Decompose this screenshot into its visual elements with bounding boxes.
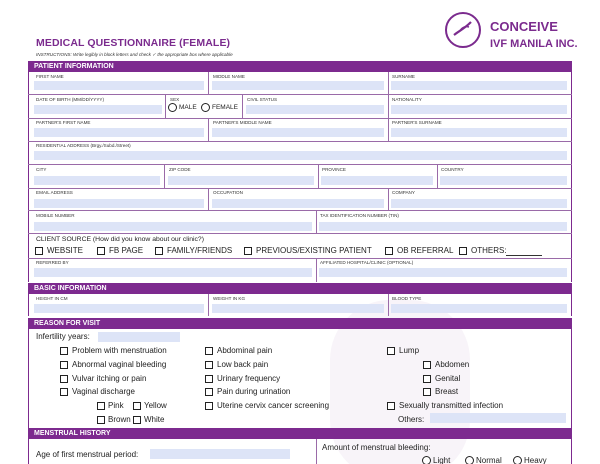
- section-reason-for-visit: REASON FOR VISIT: [28, 318, 572, 329]
- logo-name: CONCEIVE: [490, 19, 558, 34]
- divider: [388, 72, 389, 94]
- dob-label: DATE OF BIRTH (MM/DD/YYYY): [36, 97, 104, 102]
- reason-sti-label: Sexually transmitted infection: [399, 401, 504, 410]
- lump-breast-checkbox[interactable]: [423, 388, 431, 396]
- sex-female-radio[interactable]: [201, 103, 210, 112]
- middle-name-label: MIDDLE NAME: [213, 74, 245, 79]
- reason-discharge-label: Vaginal discharge: [72, 387, 136, 396]
- zip-field[interactable]: [168, 176, 314, 185]
- discharge-yellow-label: Yellow: [144, 401, 167, 410]
- reason-backpain-checkbox[interactable]: [205, 361, 213, 369]
- divider: [388, 188, 389, 210]
- dob-field[interactable]: [34, 105, 162, 114]
- divider: [318, 164, 319, 188]
- amount-heavy-label: Heavy: [524, 456, 547, 464]
- divider: [388, 294, 389, 316]
- referred-by-field[interactable]: [34, 268, 312, 277]
- sex-female-label: FEMALE: [212, 104, 239, 111]
- reason-frequency-checkbox[interactable]: [205, 375, 213, 383]
- reason-itching-label: Vulvar itching or pain: [72, 374, 147, 383]
- partner-middle-field[interactable]: [212, 128, 384, 137]
- reason-screening-checkbox[interactable]: [205, 402, 213, 410]
- logo-subname: IVF MANILA INC.: [490, 38, 578, 50]
- tin-field[interactable]: [319, 222, 567, 231]
- divider: [437, 164, 438, 188]
- source-family-checkbox[interactable]: [155, 247, 163, 255]
- province-field[interactable]: [321, 176, 433, 185]
- amount-normal-label: Normal: [476, 456, 502, 464]
- row-line: [28, 188, 572, 189]
- source-fb-label: FB PAGE: [109, 246, 144, 255]
- check-icon: ✓: [152, 52, 157, 57]
- partner-surname-label: PARTNER'S SURNAME: [392, 120, 442, 125]
- reason-urination-label: Pain during urination: [217, 387, 291, 396]
- source-website-checkbox[interactable]: [35, 247, 43, 255]
- discharge-pink-checkbox[interactable]: [97, 402, 105, 410]
- city-label: CITY: [36, 167, 47, 172]
- lump-genital-label: Genital: [435, 374, 461, 383]
- amount-bleeding-label: Amount of menstrual bleeding:: [322, 443, 431, 452]
- row-line: [28, 164, 572, 165]
- nationality-label: NATIONALITY: [392, 97, 422, 102]
- reason-discharge-checkbox[interactable]: [60, 388, 68, 396]
- row-line: [28, 210, 572, 211]
- others-line[interactable]: [506, 255, 542, 256]
- reason-bleeding-checkbox[interactable]: [60, 361, 68, 369]
- source-family-label: FAMILY/FRIENDS: [167, 246, 233, 255]
- row-line: [28, 94, 572, 95]
- client-source-label: CLIENT SOURCE (How did you know about our clinic?): [36, 236, 204, 243]
- lump-abdomen-label: Abdomen: [435, 360, 470, 369]
- discharge-brown-checkbox[interactable]: [97, 416, 105, 424]
- reason-others-label: Others:: [398, 415, 425, 424]
- reason-others-field[interactable]: [430, 413, 566, 423]
- blood-type-field[interactable]: [391, 304, 567, 313]
- affiliated-label: AFFILIATED HOSPITAL/CLINIC (OPTIONAL): [320, 260, 414, 265]
- reason-sti-checkbox[interactable]: [387, 402, 395, 410]
- divider: [316, 258, 317, 282]
- mobile-field[interactable]: [34, 222, 312, 231]
- first-name-field[interactable]: [34, 81, 204, 90]
- address-field[interactable]: [34, 151, 567, 160]
- sex-male-radio[interactable]: [168, 103, 177, 112]
- source-fb-checkbox[interactable]: [97, 247, 105, 255]
- occupation-label: OCCUPATION: [213, 190, 243, 195]
- source-website-label: WEBSITE: [47, 246, 84, 255]
- partner-first-label: PARTNER'S FIRST NAME: [36, 120, 91, 125]
- tin-label: TAX IDENTIFICATION NUMBER (TIN): [320, 213, 399, 218]
- email-label: EMAIL ADDRESS: [36, 190, 73, 195]
- sex-label: SEX: [170, 97, 180, 102]
- height-label: HEIGHT IN CM: [36, 296, 68, 301]
- amount-light-label: Light: [433, 456, 451, 464]
- section-basic-information: BASIC INFORMATION: [28, 283, 572, 294]
- mobile-label: MOBILE NUMBER: [36, 213, 75, 218]
- reason-menstruation-label: Problem with menstruation: [72, 346, 167, 355]
- address-label: RESIDENTIAL ADDRESS (Brgy./Subd./Street): [36, 143, 131, 148]
- surname-field[interactable]: [391, 81, 567, 90]
- divider: [316, 439, 317, 464]
- divider: [208, 188, 209, 210]
- age-first-period-label: Age of first menstrual period:: [36, 450, 139, 459]
- infertility-years-label: Infertility years:: [36, 332, 90, 341]
- source-previous-checkbox[interactable]: [244, 247, 252, 255]
- company-field[interactable]: [391, 199, 567, 208]
- weight-field[interactable]: [212, 304, 384, 313]
- discharge-white-label: White: [144, 415, 165, 424]
- middle-name-field[interactable]: [212, 81, 384, 90]
- infertility-years-field[interactable]: [98, 332, 180, 342]
- instructions: INSTRUCTIONS: Write legibly in block letters and check ✓ the appropriate box where applicable: [36, 52, 233, 57]
- page-title: MEDICAL QUESTIONNAIRE (FEMALE): [36, 37, 231, 49]
- sex-male-label: MALE: [179, 104, 197, 111]
- reason-abdominal-label: Abdominal pain: [217, 346, 273, 355]
- country-label: COUNTRY: [441, 167, 464, 172]
- reason-backpain-label: Low back pain: [217, 360, 269, 369]
- reason-abdominal-checkbox[interactable]: [205, 347, 213, 355]
- divider: [208, 72, 209, 94]
- affiliated-field[interactable]: [319, 268, 567, 277]
- divider: [208, 294, 209, 316]
- row-line: [28, 118, 572, 119]
- partner-first-field[interactable]: [34, 128, 204, 137]
- age-first-period-field[interactable]: [150, 449, 290, 459]
- referred-by-label: REFERRED BY: [36, 260, 69, 265]
- lump-genital-checkbox[interactable]: [423, 375, 431, 383]
- divider: [388, 118, 389, 141]
- civil-status-label: CIVIL STATUS: [247, 97, 278, 102]
- civil-status-field[interactable]: [246, 105, 384, 114]
- source-others-label: OTHERS:: [471, 246, 507, 255]
- divider: [388, 94, 389, 118]
- zip-label: ZIP CODE: [169, 167, 191, 172]
- surname-label: SURNAME: [392, 74, 415, 79]
- reason-screening-label: Uterine cervix cancer screening: [217, 401, 330, 410]
- divider: [165, 94, 166, 118]
- divider: [242, 94, 243, 118]
- province-label: PROVINCE: [322, 167, 346, 172]
- source-ob-label: OB REFERRAL: [397, 246, 454, 255]
- section-patient-information: PATIENT INFORMATION: [28, 61, 572, 72]
- reason-urination-checkbox[interactable]: [205, 388, 213, 396]
- amount-normal-radio[interactable]: [465, 456, 474, 464]
- partner-surname-field[interactable]: [391, 128, 567, 137]
- city-field[interactable]: [34, 176, 160, 185]
- reason-lump-label: Lump: [399, 346, 420, 355]
- reason-lump-checkbox[interactable]: [387, 347, 395, 355]
- country-field[interactable]: [440, 176, 567, 185]
- discharge-yellow-checkbox[interactable]: [133, 402, 141, 410]
- partner-middle-label: PARTNER'S MIDDLE NAME: [213, 120, 272, 125]
- lump-breast-label: Breast: [435, 387, 459, 396]
- discharge-brown-label: Brown: [108, 415, 131, 424]
- weight-label: WEIGHT IN KG: [213, 296, 246, 301]
- amount-heavy-radio[interactable]: [513, 456, 522, 464]
- row-line: [28, 141, 572, 142]
- reason-menstruation-checkbox[interactable]: [60, 347, 68, 355]
- occupation-field[interactable]: [212, 199, 384, 208]
- logo-icon: [445, 12, 481, 48]
- lump-abdomen-checkbox[interactable]: [423, 361, 431, 369]
- divider: [164, 164, 165, 188]
- row-line: [28, 258, 572, 259]
- amount-light-radio[interactable]: [422, 456, 431, 464]
- reason-bleeding-label: Abnormal vaginal bleeding: [72, 360, 167, 369]
- row-line: [28, 233, 572, 234]
- divider: [208, 118, 209, 141]
- blood-type-label: BLOOD TYPE: [392, 296, 422, 301]
- nationality-field[interactable]: [391, 105, 567, 114]
- reason-frequency-label: Urinary frequency: [217, 374, 281, 383]
- source-ob-checkbox[interactable]: [385, 247, 393, 255]
- first-name-label: FIRST NAME: [36, 74, 64, 79]
- discharge-white-checkbox[interactable]: [133, 416, 141, 424]
- section-menstrual-history: MENSTRUAL HISTORY: [28, 428, 572, 439]
- divider: [316, 210, 317, 233]
- discharge-pink-label: Pink: [108, 401, 124, 410]
- company-label: COMPANY: [392, 190, 415, 195]
- source-others-checkbox[interactable]: [459, 247, 467, 255]
- email-field[interactable]: [34, 199, 204, 208]
- height-field[interactable]: [34, 304, 204, 313]
- reason-itching-checkbox[interactable]: [60, 375, 68, 383]
- source-previous-label: PREVIOUS/EXISTING PATIENT: [256, 246, 372, 255]
